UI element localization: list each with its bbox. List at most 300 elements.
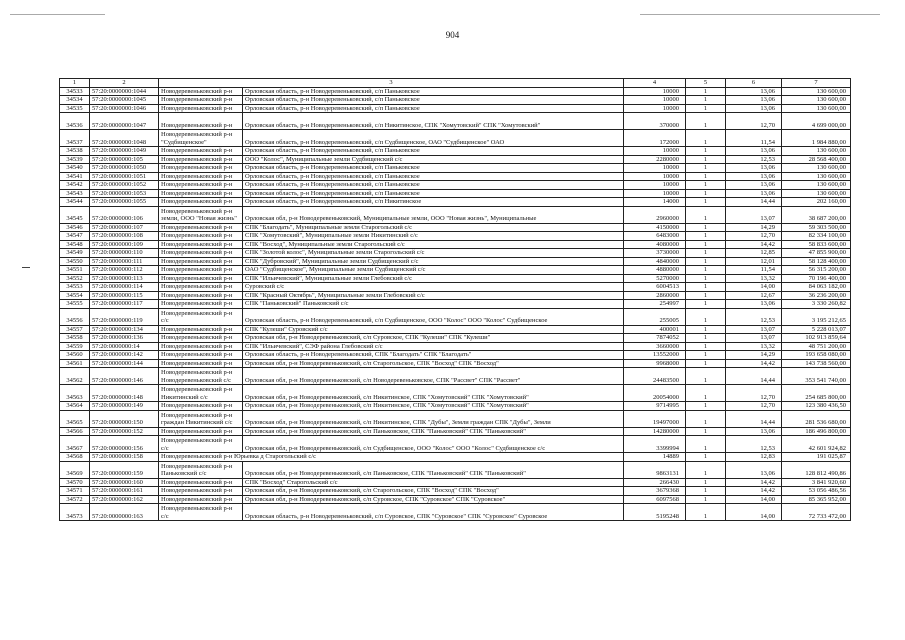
table-row (60, 283, 851, 292)
cell-rate: 12,70 (726, 385, 782, 402)
cell-rate: 13,06 (726, 181, 782, 190)
cell-location-line: Орловская область, р-н Новодеревеньковский, с/п Судбищенское, ОАО "Судбищенское" ОАО (245, 138, 505, 146)
cell-location-line: Орловская область, р-н Новодеревеньковский, с/п Паньковское (245, 104, 420, 112)
cell-district (159, 274, 243, 283)
table-row (60, 436, 851, 453)
cell-area: 172000 (624, 130, 686, 147)
cell-count: 1 (686, 189, 726, 198)
cell-location-line: Орловская область, р-н Новодеревеньковский, с/п Паньковское (245, 96, 420, 103)
cell-count: 1 (686, 487, 726, 496)
cell-district-line: Новодеревеньковский р-н (161, 309, 233, 317)
table-row (60, 130, 851, 147)
cell-district-line: Новодеревеньковский р-н (161, 164, 233, 171)
cell-count: 1 (686, 427, 726, 436)
cell-rate: 13,06 (726, 189, 782, 198)
cell-district-line: Новодеревеньковский р-н (161, 87, 233, 95)
cell-location (243, 96, 624, 105)
cell-rate: 14,44 (726, 198, 782, 207)
cell-rate: 12,01 (726, 257, 782, 266)
cell-location (243, 342, 624, 351)
cell-row-number: 34544 (60, 198, 90, 207)
cell-district (159, 257, 243, 266)
cell-area: 20054000 (624, 385, 686, 402)
cell-area: 2860000 (624, 291, 686, 300)
cell-rate: 11,54 (726, 130, 782, 147)
cell-rate: 14,44 (726, 368, 782, 385)
cell-location-line: Орловская обл, р-н Новодеревеньковский, с/п Новодеревеньковское, СПК "Рассвет" СПК "Рассвет" (245, 376, 521, 384)
cell-location (243, 232, 624, 241)
cell-district-line: Новодеревеньковский р-н (161, 342, 233, 350)
cell-cadastral-value: 130 600,00 (782, 147, 851, 156)
cell-district (159, 385, 243, 402)
cell-location (243, 113, 624, 130)
cell-location-line: СПК "Благодать", Муниципальные земли Старогольский с/с (245, 223, 413, 231)
cell-rate: 13,07 (726, 334, 782, 343)
cell-row-number: 34549 (60, 249, 90, 258)
table-row (60, 249, 851, 258)
table-row (60, 495, 851, 504)
cell-area: 4080000 (624, 240, 686, 249)
table-row (60, 410, 851, 427)
cell-count: 1 (686, 223, 726, 232)
cell-district-line: Новодеревеньковский р-н (161, 121, 233, 129)
cell-row-number: 34543 (60, 189, 90, 198)
table-row (60, 453, 851, 462)
header-col-2: 2 (90, 79, 159, 88)
cell-location-line: СПК "Паньковский" Паньковский с/с (245, 300, 349, 307)
cell-cadastral-number: 57:20:0000000:1045 (90, 96, 159, 105)
table-row (60, 504, 851, 521)
cell-row-number: 34533 (60, 87, 90, 96)
table-row (60, 402, 851, 411)
cell-count: 1 (686, 113, 726, 130)
cell-row-number: 34540 (60, 164, 90, 173)
cell-location (243, 402, 624, 411)
cell-count: 1 (686, 351, 726, 360)
cell-cadastral-value: 42 601 924,82 (782, 436, 851, 453)
cell-location (243, 104, 624, 113)
cell-row-number: 34550 (60, 257, 90, 266)
table-row (60, 368, 851, 385)
cell-district (159, 504, 243, 521)
cell-cadastral-number: 57:20:0000000:110 (90, 249, 159, 258)
cell-rate: 12,85 (726, 249, 782, 258)
cell-cadastral-value: 123 380 436,50 (782, 402, 851, 411)
cell-row-number: 34557 (60, 325, 90, 334)
cell-location-line: Орловская обл, р-н Новодеревеньковский, с/п Старогольское, СПК "Восход" СПК "Восход" (245, 487, 499, 494)
cell-cadastral-number: 57:20:0000000:134 (90, 325, 159, 334)
header-row (60, 79, 851, 88)
cell-area: 10000 (624, 104, 686, 113)
cell-area: 2280000 (624, 155, 686, 164)
cell-rate: 14,29 (726, 351, 782, 360)
cell-location-line: Орловская обл, р-н Новодеревеньковский, с/п Суровское, СПК "Суровское" СПК "Суровское" (245, 495, 506, 503)
cell-district-line: Новодеревеньковский р-н (161, 478, 233, 486)
cell-row-number: 34552 (60, 274, 90, 283)
cell-rate: 13,06 (726, 172, 782, 181)
cell-count: 1 (686, 359, 726, 368)
cell-cadastral-value: 130 600,00 (782, 164, 851, 173)
cell-area: 10000 (624, 147, 686, 156)
cell-district (159, 240, 243, 249)
cell-location (243, 359, 624, 368)
cell-area: 10000 (624, 189, 686, 198)
cell-district-line: Новодеревеньковский р-н (161, 283, 233, 290)
cell-district (159, 308, 243, 325)
cell-area: 10000 (624, 172, 686, 181)
cell-district-line: Новодеревеньковский р-н (161, 505, 233, 512)
cell-row-number: 34567 (60, 436, 90, 453)
cell-area: 14000 (624, 198, 686, 207)
cell-count: 1 (686, 308, 726, 325)
cell-district (159, 487, 243, 496)
cell-cadastral-number: 57:20:0000000:106 (90, 206, 159, 223)
cell-location (243, 504, 624, 521)
cell-row-number: 34566 (60, 427, 90, 436)
cell-cadastral-number: 57:20:0000000:111 (90, 257, 159, 266)
header-col-7: 7 (782, 79, 851, 88)
cell-district-line: Новодеревеньковский р-н (161, 325, 233, 333)
cell-location-line: ОАО "Судбищенское", Муниципальные земли Судбищенский с/с (245, 266, 426, 273)
cell-row-number: 34556 (60, 308, 90, 325)
cell-cadastral-number: 57:20:0000000:1053 (90, 189, 159, 198)
cell-cadastral-value: 53 056 486,56 (782, 487, 851, 496)
cell-location (243, 172, 624, 181)
cell-location-line: Орловская обл, р-н Новодеревеньковский, с/п Суровское, СПК "Кулеши" СПК "Кулеши" (245, 334, 491, 341)
cell-count: 1 (686, 130, 726, 147)
cell-rate: 11,54 (726, 266, 782, 275)
cell-location (243, 283, 624, 292)
cell-count: 1 (686, 291, 726, 300)
cell-row-number: 34571 (60, 487, 90, 496)
cell-area: 14280000 (624, 427, 686, 436)
cell-rate: 13,06 (726, 461, 782, 478)
cell-district (159, 495, 243, 504)
cell-district (159, 223, 243, 232)
cell-row-number: 34554 (60, 291, 90, 300)
cell-row-number: 34562 (60, 368, 90, 385)
cell-district (159, 283, 243, 292)
cell-location (243, 164, 624, 173)
cell-cadastral-number: 57:20:0000000:148 (90, 385, 159, 402)
cell-count: 1 (686, 274, 726, 283)
cell-district-line: Новодеревеньковский р-н (161, 232, 233, 239)
cell-district (159, 172, 243, 181)
cell-location (243, 266, 624, 275)
cell-location-line: СПК "Кулеши" Суровский с/с (245, 325, 328, 333)
cell-cadastral-number: 57:20:0000000:1046 (90, 104, 159, 113)
table-row (60, 300, 851, 309)
cell-location (243, 249, 624, 258)
cell-district-line: Новодеревеньковский р-н (161, 437, 233, 444)
table-row (60, 240, 851, 249)
cell-cadastral-value: 254 685 800,00 (782, 385, 851, 402)
cell-district-line: Паньковский с/с (161, 470, 207, 477)
cell-cadastral-value: 130 600,00 (782, 181, 851, 190)
cell-district-line: Новодеревеньковский р-н (161, 96, 233, 103)
cell-district-line: Новодеревеньковский р-н (161, 291, 233, 299)
cell-cadastral-number: 57:20:0000000:159 (90, 461, 159, 478)
table-row (60, 189, 851, 198)
cell-cadastral-value: 130 600,00 (782, 104, 851, 113)
cell-district-line: Новодеревеньковский р-н (161, 411, 233, 419)
cell-district-line: Новодеревеньковский р-н (161, 131, 233, 138)
cell-district-line: Новодеревеньковский р-н (161, 257, 233, 265)
cell-count: 1 (686, 436, 726, 453)
cell-district (159, 436, 243, 453)
cell-cadastral-value: 3 841 920,60 (782, 478, 851, 487)
cell-cadastral-number: 57:20:0000000:156 (90, 436, 159, 453)
cell-location (243, 436, 624, 453)
cell-district (159, 342, 243, 351)
cell-area: 5195248 (624, 504, 686, 521)
cell-district (159, 130, 243, 147)
cell-location-line: Орловская область, р-н Новодеревеньковский, с/п Судбищенское, ООО "Колос" ООО "Колос" Судбищенское (245, 317, 548, 324)
cell-district (159, 402, 243, 411)
cell-count: 1 (686, 181, 726, 190)
cell-district (159, 461, 243, 478)
cell-rate: 14,00 (726, 504, 782, 521)
table-row (60, 487, 851, 496)
cell-location (243, 385, 624, 402)
cell-cadastral-value: 4 699 000,00 (782, 113, 851, 130)
cell-area: 3399994 (624, 436, 686, 453)
cell-district (159, 334, 243, 343)
cell-area: 4150000 (624, 223, 686, 232)
cell-district (159, 155, 243, 164)
cell-district-line: Новодеревеньковский р-н (161, 427, 233, 435)
cell-district-line: граждан Никитинский с/с (161, 419, 233, 426)
cell-rate: 13,06 (726, 427, 782, 436)
cell-row-number: 34561 (60, 359, 90, 368)
cell-location-line: Орловская область, р-н Новодеревеньковский, с/п Суровское, СПК "Суровское" СПК "Суровское" Суровское (245, 512, 548, 520)
cell-area: 10000 (624, 87, 686, 96)
cell-location-line: Орловская область, р-н Новодеревеньковский, с/п Паньковское (245, 147, 420, 154)
cell-district-line: Новодеревеньковский р-н (161, 249, 233, 256)
table-row (60, 274, 851, 283)
cell-rate: 12,83 (726, 453, 782, 462)
cell-district-line: с/с (161, 317, 169, 324)
cell-location-line: СПК "Восход", Муниципальные земли Старогольский с/с (245, 240, 405, 248)
cell-row-number: 34565 (60, 410, 90, 427)
cell-location-line: ООО "Колос", Муниципальные земли Судбищенский с/с (245, 155, 403, 163)
cell-area: 10000 (624, 164, 686, 173)
cell-row-number: 34559 (60, 342, 90, 351)
cell-district-line: Новодеревеньковский р-н (161, 147, 233, 154)
table-row (60, 427, 851, 436)
table-row (60, 198, 851, 207)
cell-district-line: Никитинский с/с (161, 393, 208, 401)
cell-row-number: 34539 (60, 155, 90, 164)
cell-cadastral-value: 130 600,00 (782, 87, 851, 96)
cell-cadastral-value: 130 600,00 (782, 96, 851, 105)
cell-location-line: СПК "Ильичевский", Муниципальные земли Глебовский с/с (245, 274, 412, 282)
cell-count: 1 (686, 342, 726, 351)
cell-location-line: Орловская область, р-н Новодеревеньковский, с/п Никитинское (245, 198, 422, 205)
cell-district-line: Новодеревеньковский р-н (161, 334, 233, 341)
cell-count: 1 (686, 164, 726, 173)
table-row (60, 223, 851, 232)
cell-count: 1 (686, 104, 726, 113)
cell-district (159, 266, 243, 275)
cell-district-line: Новодеревеньковский р-н (161, 495, 233, 503)
header-col-5: 5 (686, 79, 726, 88)
cell-cadastral-value: 82 334 100,00 (782, 232, 851, 241)
cell-rate: 12,70 (726, 402, 782, 411)
cell-count: 1 (686, 155, 726, 164)
table-row (60, 96, 851, 105)
cell-count: 1 (686, 461, 726, 478)
cell-row-number: 34534 (60, 96, 90, 105)
cell-location (243, 181, 624, 190)
cell-cadastral-number: 57:20:0000000:113 (90, 274, 159, 283)
cell-district (159, 427, 243, 436)
cell-district-line: Новодеревеньковский р-н (161, 207, 233, 215)
cell-rate: 12,70 (726, 232, 782, 241)
cell-count: 1 (686, 385, 726, 402)
cell-area: 4880000 (624, 266, 686, 275)
table-row (60, 181, 851, 190)
cell-cadastral-number: 57:20:0000000:1048 (90, 130, 159, 147)
cell-area: 6004513 (624, 283, 686, 292)
cell-cadastral-value: 143 738 560,00 (782, 359, 851, 368)
cell-location (243, 130, 624, 147)
cell-cadastral-value: 70 196 400,00 (782, 274, 851, 283)
cell-row-number: 34553 (60, 283, 90, 292)
cell-rate: 13,06 (726, 164, 782, 173)
cell-area: 10000 (624, 96, 686, 105)
cell-cadastral-value: 28 568 400,00 (782, 155, 851, 164)
header-col-6: 6 (726, 79, 782, 88)
cell-location-line: Орловская область, р-н Новодеревеньковский, с/п Паньковское (245, 87, 420, 95)
cell-cadastral-value: 48 751 200,00 (782, 342, 851, 351)
cell-row-number: 34536 (60, 113, 90, 130)
cell-cadastral-value: 353 541 740,00 (782, 368, 851, 385)
cell-district-line: Новодеревеньковский р-н (161, 462, 233, 470)
cell-row-number: 34572 (60, 495, 90, 504)
cell-location (243, 257, 624, 266)
cell-row-number: 34564 (60, 402, 90, 411)
cell-cadastral-number: 57:20:0000000:114 (90, 283, 159, 292)
table-row (60, 266, 851, 275)
cell-location-line: СПК "Золотой колос", Муниципальные земли Старогольский с/с (245, 249, 425, 256)
table-row (60, 155, 851, 164)
cell-location-line: Орловская обл, р-н Новодеревеньковский, с/п Судбищенское, ООО "Колос" ООО "Колос" Судбищенское с/с (245, 444, 546, 452)
cell-area: 6483000 (624, 232, 686, 241)
cell-area: 6097568 (624, 495, 686, 504)
cell-district-line: Новодеревеньковский р-н (161, 386, 233, 393)
header-col-4: 4 (624, 79, 686, 88)
cell-area: 5270000 (624, 274, 686, 283)
cell-location (243, 206, 624, 223)
cell-count: 1 (686, 504, 726, 521)
cell-rate: 14,00 (726, 495, 782, 504)
cell-row-number: 34541 (60, 172, 90, 181)
cell-location-line: СПК "Хомутовский", Муниципальные земли Никитинский с/с (245, 232, 418, 239)
cell-rate: 14,42 (726, 240, 782, 249)
cell-location-line: СПК "Ильичевский", СЭФ района Глебовский с/с (245, 342, 383, 350)
cell-cadastral-value: 36 236 200,00 (782, 291, 851, 300)
cell-row-number: 34568 (60, 453, 90, 462)
header-col-1: 1 (60, 79, 90, 88)
cell-cadastral-value: 84 063 182,00 (782, 283, 851, 292)
cell-district (159, 87, 243, 96)
cell-location-line: Орловская область, р-н Новодеревеньковский, СПК "Благодать" СПК "Благодать" (245, 351, 472, 358)
cell-cadastral-value: 130 600,00 (782, 189, 851, 198)
cell-district-line: Новодеревеньковский р-н (161, 300, 233, 307)
cell-cadastral-number: 57:20:0000000:1050 (90, 164, 159, 173)
cell-area: 24483500 (624, 368, 686, 385)
cell-rate: 14,42 (726, 478, 782, 487)
cell-cadastral-number: 57:20:0000000:158 (90, 453, 159, 462)
cell-cadastral-number: 57:20:0000000:161 (90, 487, 159, 496)
cell-district (159, 478, 243, 487)
cell-district (159, 325, 243, 334)
cell-rate: 13,06 (726, 87, 782, 96)
cell-location-line: Орловская область, р-н Новодеревеньковский, с/п Паньковское (245, 172, 420, 180)
cell-cadastral-number: 57:20:0000000:144 (90, 359, 159, 368)
cell-location (243, 223, 624, 232)
cell-location (243, 240, 624, 249)
cell-location-line: Орловская обл, р-н Новодеревеньковский, с/п Старогольское, СПК "Восход" СПК "Восход" (245, 359, 499, 367)
table-row (60, 257, 851, 266)
cell-location-line: Орловская область, р-н Новодеревеньковский, с/п Паньковское (245, 164, 420, 171)
cell-district-line: Новодеревеньковский р-н (161, 266, 233, 273)
cell-district (159, 453, 624, 462)
cell-cadastral-value: 3 330 260,82 (782, 300, 851, 309)
cell-area: 3730000 (624, 249, 686, 258)
table-row (60, 385, 851, 402)
table-row (60, 147, 851, 156)
cell-row-number: 34573 (60, 504, 90, 521)
cell-district-line: Новодеревеньковский р-н (161, 274, 233, 282)
cell-location-line: Орловская обл, р-н Новодеревеньковский, с/п Никитинское, СПК "Дубы", Земли граждан СПК "Дубы", Земли (245, 419, 551, 426)
land-register-table (59, 78, 850, 521)
cell-row-number: 34535 (60, 104, 90, 113)
cell-district-line: Новодеревеньковский р-н (161, 369, 233, 376)
cell-district (159, 164, 243, 173)
cell-area: 4840000 (624, 257, 686, 266)
cell-district-line: Новодеревеньковский р-н (161, 104, 233, 112)
cell-district (159, 300, 243, 309)
cell-cadastral-number: 57:20:0000000:146 (90, 368, 159, 385)
cell-row-number: 34560 (60, 351, 90, 360)
cell-district-line: с/с (161, 512, 169, 520)
cell-district-line: Новодеревеньковский р-н (161, 351, 233, 358)
cell-rate: 12,53 (726, 436, 782, 453)
cell-district-line: Новодеревеньковский р-н (161, 189, 233, 197)
cell-location-line: Орловская область, р-н Новодеревеньковский, с/п Паньковское (245, 181, 420, 188)
cell-district (159, 147, 243, 156)
cell-cadastral-number: 57:20:0000000:160 (90, 478, 159, 487)
cell-rate: 13,32 (726, 274, 782, 283)
table-row (60, 113, 851, 130)
cell-count: 1 (686, 325, 726, 334)
page-number: 904 (445, 30, 460, 40)
cell-location-line: Суровский с/с (245, 283, 285, 290)
cell-count: 1 (686, 300, 726, 309)
cell-count: 1 (686, 198, 726, 207)
cell-row-number: 34547 (60, 232, 90, 241)
cell-count: 1 (686, 257, 726, 266)
table-row (60, 232, 851, 241)
cell-area: 400001 (624, 325, 686, 334)
cell-location-line: СПК "Восход" Старогольский с/с (245, 478, 338, 486)
cell-location-line: Орловская обл, р-н Новодеревеньковский, Муниципальные земли, ООО "Новая жизнь", Муниципальные (245, 215, 537, 222)
table-row (60, 342, 851, 351)
cell-location (243, 495, 624, 504)
cell-rate: 13,07 (726, 206, 782, 223)
